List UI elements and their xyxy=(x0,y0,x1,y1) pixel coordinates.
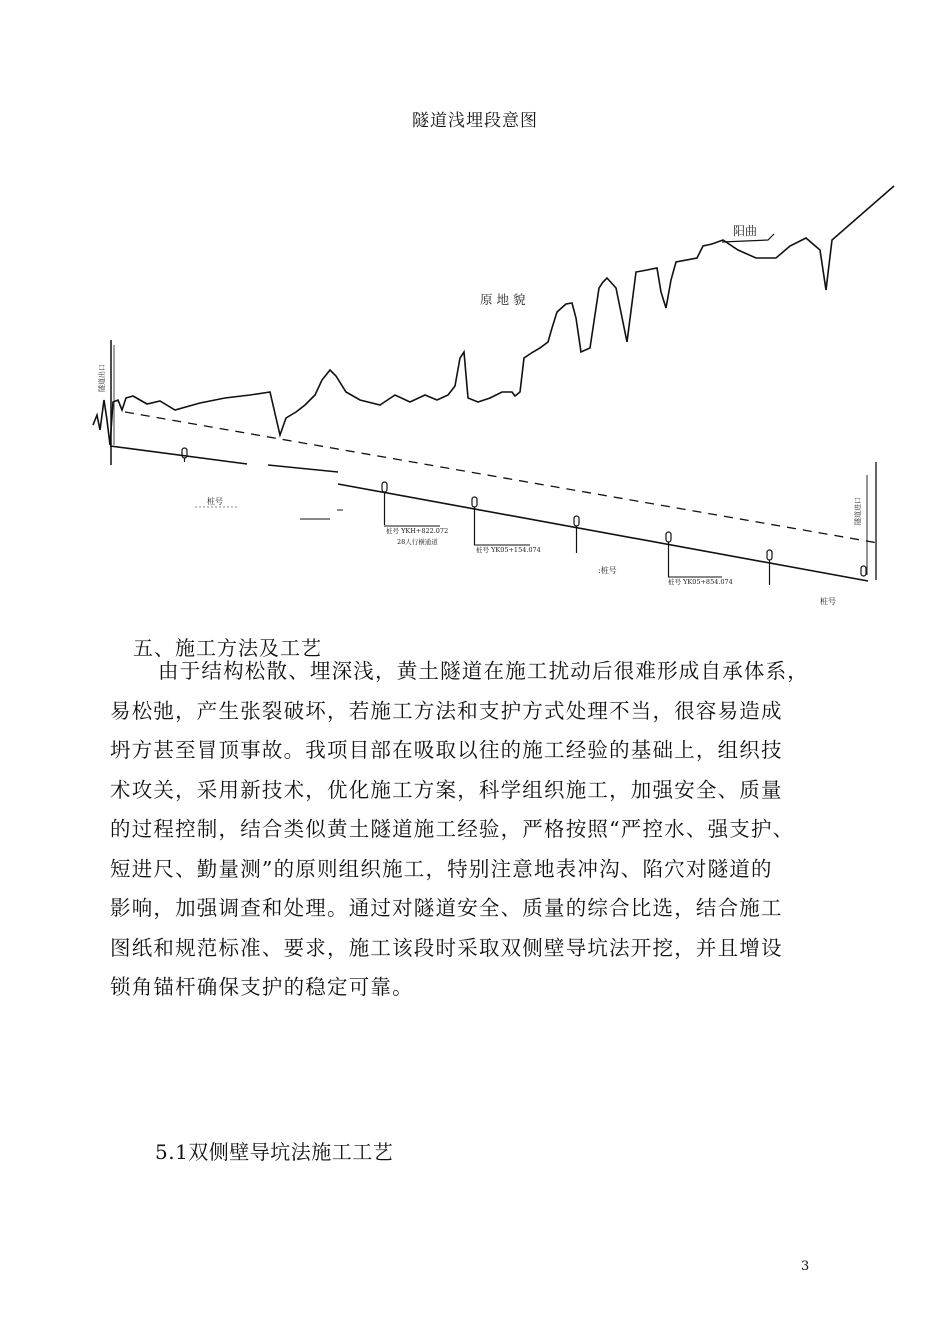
paragraph-line: 短进尺、勤量测”的原则组织施工，特别注意地表冲沟、陷穴对隧道的 xyxy=(110,856,773,881)
terrain-line xyxy=(93,186,894,445)
tunnel-invert-left xyxy=(110,446,247,464)
stake-label-3: 桩号 YK05+154.074 xyxy=(476,546,541,554)
tunnel-invert-gap-segment xyxy=(268,465,338,472)
stake-label-1: 桩号 xyxy=(207,497,223,506)
tunnel-crown-dashed-line xyxy=(125,412,878,543)
paragraph-line: 图纸和规范标准、要求，施工该段时采取双侧壁导坑法开挖，并且增设 xyxy=(110,935,783,960)
stake-label-4: :桩号 xyxy=(598,566,617,575)
paragraph-line: 锁角锚杆确保支护的稳定可靠。 xyxy=(110,975,414,999)
terrain-label: 原 地 貌 xyxy=(480,292,526,307)
figure-title: 隧道浅埋段意图 xyxy=(412,111,538,131)
section-paragraph xyxy=(110,652,850,1008)
stake-marker xyxy=(767,550,772,560)
paragraph-line: 的过程控制，结合类似黄土隧道施工经验，严格按照“严控水、强支护、 xyxy=(110,817,795,841)
stake-marker xyxy=(382,482,387,492)
page-number: 3 xyxy=(801,1259,810,1274)
stake-label-6: 桩号 xyxy=(820,597,836,606)
stake-marker xyxy=(574,516,579,526)
cross-passage-label: 28人行横通道 xyxy=(397,538,438,546)
paragraph-line: 易松弛，产生张裂破坏，若施工方法和支护方式处理不当，很容易造成 xyxy=(110,698,783,723)
paragraph-line: 由于结构松散、埋深浅，黄土隧道在施工扰动后很难形成自承体系， xyxy=(158,659,809,683)
stake-label-2: 桩号 YKH+822.072 xyxy=(386,527,449,535)
tunnel-profile-diagram xyxy=(0,150,950,620)
section-heading: 五、施工方法及工艺 xyxy=(133,636,322,660)
paragraph-line: 术攻关，采用新技术，优化施工方案，科学组织施工，加强安全、质量 xyxy=(110,777,783,802)
portal-right-label: 隧道进口 xyxy=(854,497,862,525)
stake-marker xyxy=(861,566,866,576)
stake-marker xyxy=(666,532,671,542)
stake-markers xyxy=(182,448,866,585)
paragraph-line: 影响，加强调查和处理。通过对隧道安全、质量的综合比选，结合施工 xyxy=(110,896,783,920)
stake-label-5: 桩号 YK05+854.074 xyxy=(668,578,733,586)
paragraph-line: 坍方甚至冒顶事故。我项目部在吸取以往的施工经验的基础上，组织技 xyxy=(110,738,783,762)
curve-label: 阳曲 xyxy=(733,224,758,238)
stake-marker xyxy=(472,497,477,507)
portal-left-label: 隧道出口 xyxy=(98,364,106,392)
subsection-heading: 5.1双侧壁导坑法施工工艺 xyxy=(155,1140,394,1164)
